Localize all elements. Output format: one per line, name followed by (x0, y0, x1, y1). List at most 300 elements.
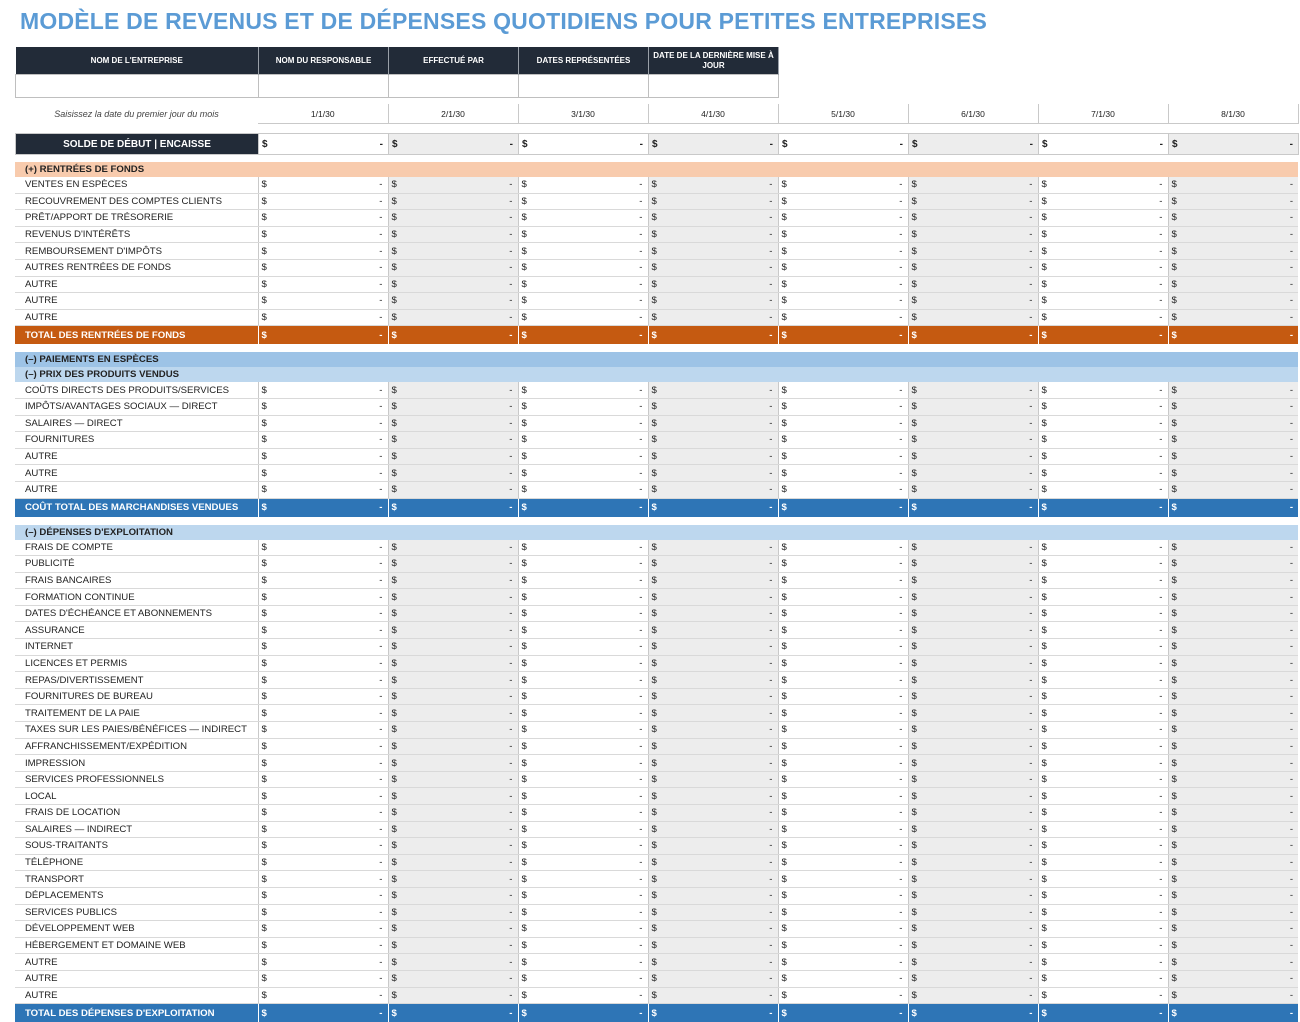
opex-item-amount-cell[interactable] (388, 589, 518, 606)
opex-item-amount-cell[interactable] (778, 705, 908, 722)
opex-item-amount-cell[interactable] (258, 705, 388, 722)
opex-item-amount-cell[interactable] (258, 655, 388, 672)
opex-item-amount-cell[interactable] (648, 821, 778, 838)
opex-item-amount-cell[interactable] (908, 788, 1038, 805)
cogs-item-amount-cell[interactable] (258, 465, 388, 482)
cogs-item-amount-cell[interactable] (648, 398, 778, 415)
opex-item-amount-cell[interactable] (1168, 622, 1298, 639)
opex-item-amount-cell[interactable] (648, 937, 778, 954)
cash-in-item-amount-cell[interactable] (388, 193, 518, 210)
opex-item-amount-cell[interactable] (778, 605, 908, 622)
opex-item-amount-cell[interactable] (1168, 771, 1298, 788)
opex-item-amount-cell[interactable] (388, 937, 518, 954)
opex-item-amount-cell[interactable] (388, 672, 518, 689)
opex-item-amount-cell[interactable] (908, 771, 1038, 788)
opex-item-amount-cell[interactable] (388, 871, 518, 888)
opex-item-amount-cell[interactable] (518, 871, 648, 888)
opex-item-amount-cell[interactable] (1038, 904, 1168, 921)
cash-in-item-amount-cell[interactable] (778, 276, 908, 293)
opex-item-amount-cell[interactable] (518, 556, 648, 573)
opex-item-amount-cell[interactable] (648, 589, 778, 606)
opex-item-amount-cell[interactable] (518, 821, 648, 838)
opex-item-amount-cell[interactable] (388, 970, 518, 987)
cash-in-item-amount-cell[interactable] (388, 276, 518, 293)
cash-in-item-amount-cell[interactable] (908, 259, 1038, 276)
opex-item-amount-cell[interactable] (518, 639, 648, 656)
opex-item-amount-cell[interactable] (778, 688, 908, 705)
cash-in-item-amount-cell[interactable] (908, 276, 1038, 293)
cash-in-item-amount-cell[interactable] (518, 177, 648, 193)
opex-item-amount-cell[interactable] (648, 556, 778, 573)
opex-item-amount-cell[interactable] (1168, 738, 1298, 755)
opex-item-amount-cell[interactable] (1168, 821, 1298, 838)
month-date-cell[interactable]: 8/1/30 (1168, 104, 1298, 124)
opening-balance-cell[interactable] (779, 134, 909, 155)
cogs-item-amount-cell[interactable] (258, 448, 388, 465)
opex-item-amount-cell[interactable] (518, 838, 648, 855)
opex-item-amount-cell[interactable] (258, 921, 388, 938)
cash-in-item-amount-cell[interactable] (388, 259, 518, 276)
cash-in-item-amount-cell[interactable] (388, 226, 518, 243)
opex-item-amount-cell[interactable] (1168, 722, 1298, 739)
cogs-item-amount-cell[interactable] (518, 448, 648, 465)
opex-item-amount-cell[interactable] (908, 688, 1038, 705)
opex-item-amount-cell[interactable] (778, 838, 908, 855)
cogs-item-amount-cell[interactable] (778, 481, 908, 498)
opex-item-amount-cell[interactable] (778, 556, 908, 573)
month-date-cell[interactable]: 6/1/30 (908, 104, 1038, 124)
company-name-field[interactable] (16, 75, 259, 98)
opex-item-amount-cell[interactable] (1038, 771, 1168, 788)
cogs-item-amount-cell[interactable] (1038, 382, 1168, 398)
opening-balance-cell[interactable] (519, 134, 649, 155)
opex-item-amount-cell[interactable] (258, 821, 388, 838)
opening-balance-cell[interactable] (649, 134, 779, 155)
opex-item-amount-cell[interactable] (778, 722, 908, 739)
opex-item-amount-cell[interactable] (778, 904, 908, 921)
opex-item-amount-cell[interactable] (518, 755, 648, 772)
cogs-item-amount-cell[interactable] (1038, 465, 1168, 482)
cash-in-item-amount-cell[interactable] (258, 243, 388, 260)
opex-item-amount-cell[interactable] (1168, 705, 1298, 722)
opex-item-amount-cell[interactable] (518, 722, 648, 739)
opex-item-amount-cell[interactable] (908, 639, 1038, 656)
opex-item-amount-cell[interactable] (258, 788, 388, 805)
opex-item-amount-cell[interactable] (908, 589, 1038, 606)
opex-item-amount-cell[interactable] (388, 605, 518, 622)
opex-item-amount-cell[interactable] (1168, 755, 1298, 772)
opex-item-amount-cell[interactable] (258, 755, 388, 772)
opex-item-amount-cell[interactable] (778, 589, 908, 606)
cash-in-item-amount-cell[interactable] (388, 293, 518, 310)
opex-item-amount-cell[interactable] (778, 788, 908, 805)
cogs-item-amount-cell[interactable] (1038, 481, 1168, 498)
opex-item-amount-cell[interactable] (908, 904, 1038, 921)
opex-item-amount-cell[interactable] (258, 688, 388, 705)
opening-balance-cell[interactable] (909, 134, 1039, 155)
opex-item-amount-cell[interactable] (518, 672, 648, 689)
opex-item-amount-cell[interactable] (1038, 540, 1168, 556)
cash-in-item-amount-cell[interactable] (518, 210, 648, 227)
opex-item-amount-cell[interactable] (1168, 887, 1298, 904)
cogs-item-amount-cell[interactable] (388, 432, 518, 449)
cash-in-item-amount-cell[interactable] (908, 210, 1038, 227)
opex-item-amount-cell[interactable] (778, 805, 908, 822)
cogs-item-amount-cell[interactable] (518, 382, 648, 398)
cogs-item-amount-cell[interactable] (388, 415, 518, 432)
cogs-item-amount-cell[interactable] (1168, 448, 1298, 465)
cash-in-item-amount-cell[interactable] (778, 226, 908, 243)
opex-item-amount-cell[interactable] (908, 987, 1038, 1004)
cogs-item-amount-cell[interactable] (908, 448, 1038, 465)
cogs-item-amount-cell[interactable] (778, 398, 908, 415)
cash-in-item-amount-cell[interactable] (1038, 309, 1168, 326)
opex-item-amount-cell[interactable] (1038, 987, 1168, 1004)
cogs-item-amount-cell[interactable] (648, 432, 778, 449)
opex-item-amount-cell[interactable] (1038, 655, 1168, 672)
opex-item-amount-cell[interactable] (518, 705, 648, 722)
cogs-item-amount-cell[interactable] (908, 415, 1038, 432)
opex-item-amount-cell[interactable] (518, 738, 648, 755)
opex-item-amount-cell[interactable] (908, 821, 1038, 838)
cogs-item-amount-cell[interactable] (388, 398, 518, 415)
month-date-cell[interactable]: 7/1/30 (1038, 104, 1168, 124)
cash-in-item-amount-cell[interactable] (1038, 276, 1168, 293)
cash-in-item-amount-cell[interactable] (258, 210, 388, 227)
opex-item-amount-cell[interactable] (648, 987, 778, 1004)
cogs-item-amount-cell[interactable] (258, 415, 388, 432)
opex-item-amount-cell[interactable] (258, 771, 388, 788)
opex-item-amount-cell[interactable] (1168, 954, 1298, 971)
opex-item-amount-cell[interactable] (1168, 838, 1298, 855)
opex-item-amount-cell[interactable] (518, 688, 648, 705)
opex-item-amount-cell[interactable] (258, 937, 388, 954)
opex-item-amount-cell[interactable] (388, 639, 518, 656)
opex-item-amount-cell[interactable] (908, 556, 1038, 573)
cogs-item-amount-cell[interactable] (648, 415, 778, 432)
cogs-item-amount-cell[interactable] (648, 382, 778, 398)
opex-item-amount-cell[interactable] (258, 854, 388, 871)
cash-in-item-amount-cell[interactable] (518, 309, 648, 326)
cogs-item-amount-cell[interactable] (1168, 382, 1298, 398)
opex-item-amount-cell[interactable] (648, 540, 778, 556)
opex-item-amount-cell[interactable] (1168, 854, 1298, 871)
cash-in-item-amount-cell[interactable] (1168, 276, 1298, 293)
cash-in-item-amount-cell[interactable] (1168, 259, 1298, 276)
opex-item-amount-cell[interactable] (388, 572, 518, 589)
opex-item-amount-cell[interactable] (258, 540, 388, 556)
opex-item-amount-cell[interactable] (1038, 788, 1168, 805)
opex-item-amount-cell[interactable] (1168, 572, 1298, 589)
cash-in-item-amount-cell[interactable] (778, 309, 908, 326)
cogs-item-amount-cell[interactable] (258, 398, 388, 415)
opex-item-amount-cell[interactable] (1038, 954, 1168, 971)
opex-item-amount-cell[interactable] (258, 954, 388, 971)
opex-item-amount-cell[interactable] (518, 805, 648, 822)
opex-item-amount-cell[interactable] (1038, 556, 1168, 573)
opex-item-amount-cell[interactable] (648, 970, 778, 987)
cogs-item-amount-cell[interactable] (778, 465, 908, 482)
completed-by-field[interactable] (389, 75, 519, 98)
opex-item-amount-cell[interactable] (778, 871, 908, 888)
opex-item-amount-cell[interactable] (1038, 688, 1168, 705)
cash-in-item-amount-cell[interactable] (1168, 243, 1298, 260)
opex-item-amount-cell[interactable] (908, 755, 1038, 772)
opex-item-amount-cell[interactable] (388, 921, 518, 938)
opex-item-amount-cell[interactable] (388, 821, 518, 838)
cash-in-item-amount-cell[interactable] (518, 259, 648, 276)
opex-item-amount-cell[interactable] (778, 921, 908, 938)
cash-in-item-amount-cell[interactable] (1168, 177, 1298, 193)
opex-item-amount-cell[interactable] (648, 705, 778, 722)
cash-in-item-amount-cell[interactable] (258, 293, 388, 310)
opex-item-amount-cell[interactable] (388, 987, 518, 1004)
opex-item-amount-cell[interactable] (1038, 639, 1168, 656)
opex-item-amount-cell[interactable] (778, 937, 908, 954)
cash-in-item-amount-cell[interactable] (518, 293, 648, 310)
cash-in-item-amount-cell[interactable] (258, 193, 388, 210)
cash-in-item-amount-cell[interactable] (1038, 226, 1168, 243)
opex-item-amount-cell[interactable] (518, 622, 648, 639)
cogs-item-amount-cell[interactable] (258, 382, 388, 398)
opex-item-amount-cell[interactable] (518, 854, 648, 871)
cogs-item-amount-cell[interactable] (1168, 398, 1298, 415)
opex-item-amount-cell[interactable] (908, 655, 1038, 672)
cash-in-item-amount-cell[interactable] (648, 293, 778, 310)
opex-item-amount-cell[interactable] (908, 854, 1038, 871)
opex-item-amount-cell[interactable] (908, 887, 1038, 904)
cogs-item-amount-cell[interactable] (648, 481, 778, 498)
opex-item-amount-cell[interactable] (1168, 970, 1298, 987)
opex-item-amount-cell[interactable] (388, 622, 518, 639)
opex-item-amount-cell[interactable] (1038, 921, 1168, 938)
opex-item-amount-cell[interactable] (388, 805, 518, 822)
opex-item-amount-cell[interactable] (258, 572, 388, 589)
cogs-item-amount-cell[interactable] (1038, 448, 1168, 465)
cash-in-item-amount-cell[interactable] (1038, 177, 1168, 193)
opex-item-amount-cell[interactable] (258, 722, 388, 739)
opex-item-amount-cell[interactable] (778, 755, 908, 772)
cash-in-item-amount-cell[interactable] (1168, 193, 1298, 210)
opex-item-amount-cell[interactable] (778, 887, 908, 904)
opex-item-amount-cell[interactable] (1038, 705, 1168, 722)
opex-item-amount-cell[interactable] (1168, 556, 1298, 573)
cogs-item-amount-cell[interactable] (1168, 415, 1298, 432)
cogs-item-amount-cell[interactable] (1168, 432, 1298, 449)
month-date-cell[interactable]: 2/1/30 (388, 104, 518, 124)
opex-item-amount-cell[interactable] (258, 838, 388, 855)
opex-item-amount-cell[interactable] (388, 788, 518, 805)
opex-item-amount-cell[interactable] (1168, 805, 1298, 822)
cogs-item-amount-cell[interactable] (388, 448, 518, 465)
opex-item-amount-cell[interactable] (388, 688, 518, 705)
opex-item-amount-cell[interactable] (648, 871, 778, 888)
cogs-item-amount-cell[interactable] (908, 382, 1038, 398)
cogs-item-amount-cell[interactable] (1038, 415, 1168, 432)
opex-item-amount-cell[interactable] (258, 904, 388, 921)
cash-in-item-amount-cell[interactable] (1038, 243, 1168, 260)
cash-in-item-amount-cell[interactable] (908, 226, 1038, 243)
month-date-cell[interactable]: 1/1/30 (258, 104, 388, 124)
opex-item-amount-cell[interactable] (1168, 605, 1298, 622)
opex-item-amount-cell[interactable] (258, 970, 388, 987)
cogs-item-amount-cell[interactable] (258, 481, 388, 498)
opex-item-amount-cell[interactable] (908, 572, 1038, 589)
opex-item-amount-cell[interactable] (908, 722, 1038, 739)
opex-item-amount-cell[interactable] (1168, 688, 1298, 705)
opex-item-amount-cell[interactable] (908, 805, 1038, 822)
cogs-item-amount-cell[interactable] (388, 481, 518, 498)
opex-item-amount-cell[interactable] (388, 904, 518, 921)
opex-item-amount-cell[interactable] (1038, 738, 1168, 755)
opex-item-amount-cell[interactable] (778, 970, 908, 987)
cash-in-item-amount-cell[interactable] (908, 193, 1038, 210)
cash-in-item-amount-cell[interactable] (778, 243, 908, 260)
cash-in-item-amount-cell[interactable] (388, 309, 518, 326)
cash-in-item-amount-cell[interactable] (778, 177, 908, 193)
opex-item-amount-cell[interactable] (258, 622, 388, 639)
cogs-item-amount-cell[interactable] (778, 382, 908, 398)
cogs-item-amount-cell[interactable] (388, 382, 518, 398)
cash-in-item-amount-cell[interactable] (648, 243, 778, 260)
cash-in-item-amount-cell[interactable] (1038, 259, 1168, 276)
cogs-item-amount-cell[interactable] (908, 481, 1038, 498)
opex-item-amount-cell[interactable] (778, 540, 908, 556)
cogs-item-amount-cell[interactable] (518, 432, 648, 449)
opex-item-amount-cell[interactable] (388, 540, 518, 556)
cash-in-item-amount-cell[interactable] (258, 259, 388, 276)
opex-item-amount-cell[interactable] (778, 854, 908, 871)
opex-item-amount-cell[interactable] (648, 887, 778, 904)
opex-item-amount-cell[interactable] (908, 970, 1038, 987)
opex-item-amount-cell[interactable] (908, 954, 1038, 971)
cogs-item-amount-cell[interactable] (518, 481, 648, 498)
cash-in-item-amount-cell[interactable] (518, 193, 648, 210)
opex-item-amount-cell[interactable] (1038, 887, 1168, 904)
opex-item-amount-cell[interactable] (388, 854, 518, 871)
opex-item-amount-cell[interactable] (1038, 605, 1168, 622)
opex-item-amount-cell[interactable] (1038, 672, 1168, 689)
opex-item-amount-cell[interactable] (518, 987, 648, 1004)
opex-item-amount-cell[interactable] (908, 705, 1038, 722)
opex-item-amount-cell[interactable] (778, 655, 908, 672)
opex-item-amount-cell[interactable] (388, 556, 518, 573)
opex-item-amount-cell[interactable] (388, 722, 518, 739)
opex-item-amount-cell[interactable] (518, 589, 648, 606)
month-date-cell[interactable]: 5/1/30 (778, 104, 908, 124)
cogs-item-amount-cell[interactable] (908, 465, 1038, 482)
opex-item-amount-cell[interactable] (1168, 904, 1298, 921)
opex-item-amount-cell[interactable] (648, 672, 778, 689)
cash-in-item-amount-cell[interactable] (1038, 193, 1168, 210)
opex-item-amount-cell[interactable] (778, 622, 908, 639)
cash-in-item-amount-cell[interactable] (778, 193, 908, 210)
opex-item-amount-cell[interactable] (1168, 672, 1298, 689)
cash-in-item-amount-cell[interactable] (388, 177, 518, 193)
cash-in-item-amount-cell[interactable] (1168, 210, 1298, 227)
opex-item-amount-cell[interactable] (258, 738, 388, 755)
opex-item-amount-cell[interactable] (1168, 921, 1298, 938)
opex-item-amount-cell[interactable] (908, 622, 1038, 639)
opex-item-amount-cell[interactable] (258, 987, 388, 1004)
opening-balance-cell[interactable] (259, 134, 389, 155)
cogs-item-amount-cell[interactable] (518, 398, 648, 415)
cogs-item-amount-cell[interactable] (518, 465, 648, 482)
opex-item-amount-cell[interactable] (778, 572, 908, 589)
opex-item-amount-cell[interactable] (388, 771, 518, 788)
cash-in-item-amount-cell[interactable] (1038, 293, 1168, 310)
cogs-item-amount-cell[interactable] (648, 448, 778, 465)
opex-item-amount-cell[interactable] (648, 738, 778, 755)
opex-item-amount-cell[interactable] (258, 605, 388, 622)
opex-item-amount-cell[interactable] (778, 771, 908, 788)
cash-in-item-amount-cell[interactable] (908, 243, 1038, 260)
cash-in-item-amount-cell[interactable] (908, 309, 1038, 326)
opex-item-amount-cell[interactable] (518, 921, 648, 938)
cash-in-item-amount-cell[interactable] (258, 226, 388, 243)
opex-item-amount-cell[interactable] (648, 788, 778, 805)
cash-in-item-amount-cell[interactable] (388, 210, 518, 227)
opex-item-amount-cell[interactable] (1038, 622, 1168, 639)
cash-in-item-amount-cell[interactable] (518, 276, 648, 293)
opex-item-amount-cell[interactable] (258, 871, 388, 888)
last-updated-field[interactable] (649, 75, 779, 98)
cash-in-item-amount-cell[interactable] (1168, 309, 1298, 326)
opex-item-amount-cell[interactable] (258, 672, 388, 689)
opex-item-amount-cell[interactable] (1038, 970, 1168, 987)
cash-in-item-amount-cell[interactable] (778, 210, 908, 227)
opex-item-amount-cell[interactable] (648, 622, 778, 639)
opex-item-amount-cell[interactable] (518, 605, 648, 622)
opex-item-amount-cell[interactable] (518, 788, 648, 805)
opex-item-amount-cell[interactable] (388, 887, 518, 904)
opex-item-amount-cell[interactable] (648, 854, 778, 871)
cogs-item-amount-cell[interactable] (518, 415, 648, 432)
opex-item-amount-cell[interactable] (908, 838, 1038, 855)
opex-item-amount-cell[interactable] (388, 954, 518, 971)
opex-item-amount-cell[interactable] (518, 887, 648, 904)
opex-item-amount-cell[interactable] (1168, 639, 1298, 656)
cash-in-item-amount-cell[interactable] (518, 226, 648, 243)
cash-in-item-amount-cell[interactable] (778, 259, 908, 276)
opex-item-amount-cell[interactable] (388, 755, 518, 772)
opex-item-amount-cell[interactable] (1038, 838, 1168, 855)
cash-in-item-amount-cell[interactable] (648, 193, 778, 210)
opex-item-amount-cell[interactable] (648, 921, 778, 938)
cash-in-item-amount-cell[interactable] (908, 177, 1038, 193)
opex-item-amount-cell[interactable] (908, 921, 1038, 938)
cash-in-item-amount-cell[interactable] (648, 226, 778, 243)
month-date-cell[interactable]: 4/1/30 (648, 104, 778, 124)
opening-balance-cell[interactable] (1169, 134, 1299, 155)
manager-name-field[interactable] (259, 75, 389, 98)
opex-item-amount-cell[interactable] (1168, 589, 1298, 606)
opex-item-amount-cell[interactable] (908, 672, 1038, 689)
opex-item-amount-cell[interactable] (1168, 655, 1298, 672)
opex-item-amount-cell[interactable] (258, 805, 388, 822)
cash-in-item-amount-cell[interactable] (648, 309, 778, 326)
cogs-item-amount-cell[interactable] (778, 448, 908, 465)
opex-item-amount-cell[interactable] (648, 805, 778, 822)
cogs-item-amount-cell[interactable] (778, 415, 908, 432)
opex-item-amount-cell[interactable] (648, 722, 778, 739)
opex-item-amount-cell[interactable] (1168, 540, 1298, 556)
cash-in-item-amount-cell[interactable] (258, 276, 388, 293)
opex-item-amount-cell[interactable] (648, 688, 778, 705)
opex-item-amount-cell[interactable] (518, 904, 648, 921)
opex-item-amount-cell[interactable] (518, 771, 648, 788)
opex-item-amount-cell[interactable] (648, 639, 778, 656)
